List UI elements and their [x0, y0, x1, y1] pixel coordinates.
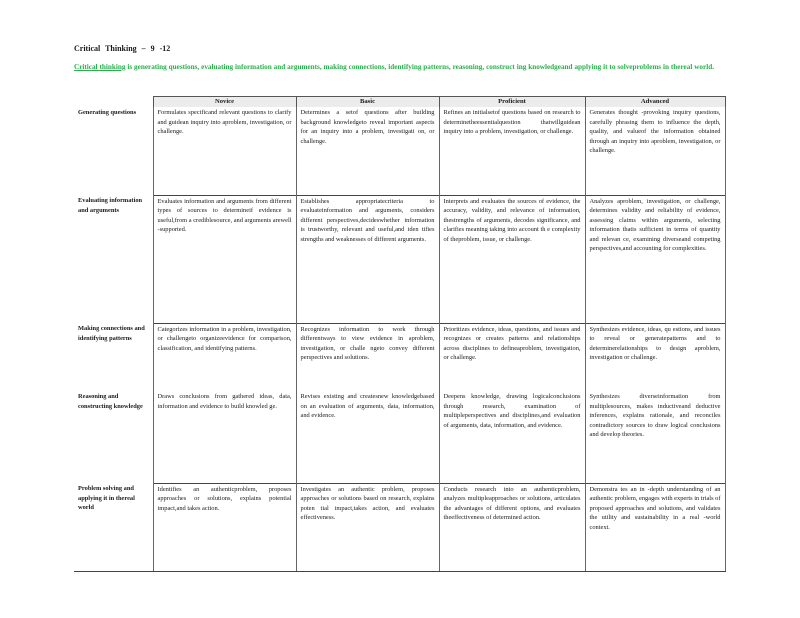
header-proficient: Proficient: [439, 97, 585, 108]
intro-text: is generating questions, evaluating information and arguments, making connections, identifying patterns, reasoning, construct ing knowledgeand applying it to solveproblems in thereal world.: [125, 63, 714, 71]
criterion-label: Evaluating information and arguments: [74, 195, 153, 323]
header-corner: [74, 97, 153, 108]
cell-advanced: Synthesizes diverseinformation from multiplesources, makes inductiveand deductive inferences, explains rationale, and reconciles contradictory sources to draw logical conclusions and develop theories.: [585, 391, 725, 483]
rubric-row-problem-solving: [74, 483, 725, 571]
rubric-table: [74, 96, 726, 572]
criterion-label: Making connections and identifying patterns: [74, 323, 153, 391]
cell-basic: Determines a setof questions after building background knowledgeto reveal important aspects for an inquiry into a problem, investigati on, or challenge.: [296, 107, 439, 195]
cell-novice: Evaluates information and arguments from different types of sources to determineif evidence is useful,from a crediblesource, and arguments arewell -supported.: [153, 195, 296, 323]
intro-term: Critical thinking: [74, 63, 126, 71]
criterion-label: Generating questions: [74, 107, 153, 195]
header-novice: Novice: [153, 97, 296, 108]
cell-proficient: Interprets and evaluates the sources of evidence, the accuracy, validity, and relevance of information, thestrengths of arguments, decodes significance, and clarifies meaning taking into account th e complexity of theproblem, issue, or challenge.: [439, 195, 585, 323]
intro-paragraph: [74, 62, 714, 72]
cell-advanced: Synthesizes evidence, ideas, qu estions, and issues to reveal or generatepatterns and to determinerelationships to design aproblem, investigation or challenge.: [585, 323, 725, 391]
cell-advanced: Analyzes aproblem, investigation, or challenge, determines validity and reliability of evidence, assessing claims within arguments, selecting information thatis sufficient in terms of quantity and relevan ce, examining diverseand competing perspectives,and accounting for complexities.: [585, 195, 725, 323]
cell-proficient: Prioritizes evidence, ideas, questions, and issues and recognizes or creates patterns and relationships across disciplines to defineaproblem, investigation, or challenge.: [439, 323, 585, 391]
rubric-row-making-connections: [74, 323, 725, 391]
header-advanced: Advanced: [585, 97, 725, 108]
criterion-label: Problem solving and applying it in thereal world: [74, 483, 153, 571]
page-title: Critical Thinking – 9 -12: [74, 44, 171, 53]
rubric-header-row: [74, 97, 725, 108]
cell-basic: Investigates an authentic problem, proposes approaches or solutions based on research, explains poten tial impact,takes action, and evaluates effectiveness.: [296, 483, 439, 571]
rubric-row-reasoning: [74, 391, 725, 483]
cell-proficient: Deepens knowledge, drawing logicalconclusions through research, examination of multipleperspectives and disciplines,and evaluation of arguments, data, information, and evidence.: [439, 391, 585, 483]
cell-advanced: Generates thought -provoking inquiry questions, carefully phrasing them to influence the depth, quality, and valueof the information obtained through an inquiry into aproblem, investigation, or challenge.: [585, 107, 725, 195]
header-basic: Basic: [296, 97, 439, 108]
cell-proficient: Conducts research into an authenticproblem, analyzes multipleapproaches or solutions, articulates the advantages of different options, and evaluates theeffectiveness of determined action.: [439, 483, 585, 571]
cell-proficient: Refines an initialsetof questions based on research to determinetheessentialquestion thatwillguidean inquiry into a problem, investigation, or challenge.: [439, 107, 585, 195]
criterion-label: Reasoning and constructing knowledge: [74, 391, 153, 483]
cell-novice: Formulates specificand relevant questions to clarify and guidean inquiry into aproblem, investigation, or challenge.: [153, 107, 296, 195]
cell-basic: Establishes appropriatecriteria to evaluateinformation and arguments, considers different perspectives,decideswhether information is trustworthy, relevant and useful,and iden tifies strengths and weaknesses of different arguments.: [296, 195, 439, 323]
cell-novice: Identifies an authenticproblem, proposes approaches or solutions, explains potential impact,and takes action.: [153, 483, 296, 571]
cell-novice: Draws conclusions from gathered ideas, data, information and evidence to build knowled ge.: [153, 391, 296, 483]
cell-basic: Revises existing and createsnew knowledgebased on an evaluation of arguments, data, information, and evidence.: [296, 391, 439, 483]
cell-novice: Categorizes information in a problem, investigation, or challengeto organizeevidence for comparison, classification, and identifying patterns.: [153, 323, 296, 391]
rubric-row-generating-questions: [74, 107, 725, 195]
cell-basic: Recognizes information to work through differentways to view evidence in aproblem, investigation, or challe ngeto convey different perspectives and solutions.: [296, 323, 439, 391]
cell-advanced: Demonstra tes an in -depth understanding of an authentic problem, engages with experts in trials of proposed approaches and solutions, and validates the utility and sustainability in a real -world context.: [585, 483, 725, 571]
rubric-row-evaluating-information: [74, 195, 725, 323]
